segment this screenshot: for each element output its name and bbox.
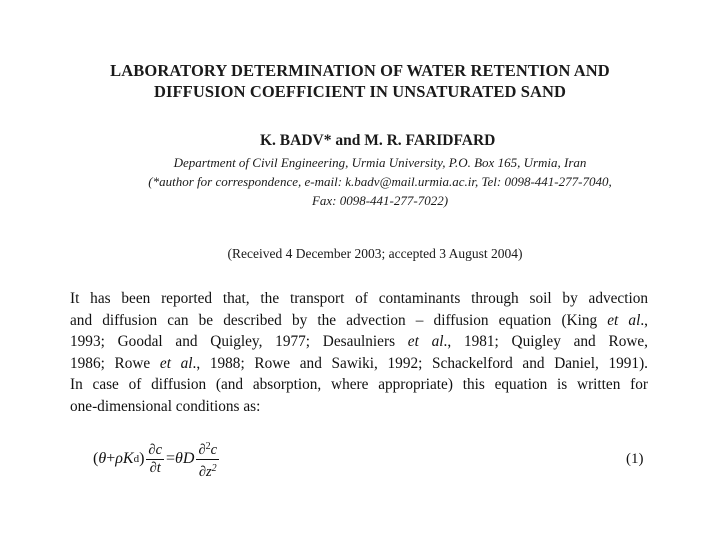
eq-c: c xyxy=(210,441,218,458)
authors: K. BADV* and M. R. FARIDFARD xyxy=(260,132,496,149)
eq-fraction-d2c-dz2 xyxy=(196,438,219,481)
text-span: ., xyxy=(640,311,648,329)
paragraph-line xyxy=(70,310,648,332)
text-span: 1993; Goodal and Quigley, 1977; Desaulniers xyxy=(70,333,408,350)
eq-denominator xyxy=(197,460,219,481)
eq-denominator: ∂t xyxy=(149,459,161,476)
text-span: ., 1981; Quigley and Rowe, xyxy=(443,333,648,350)
italic-citation: et al xyxy=(407,333,444,350)
affiliation-line-1: Department of Civil Engineering, Urmia University, P.O. Box 165, Urmia, Iran xyxy=(173,155,587,170)
eq-paren-close: ) xyxy=(139,450,145,467)
title-line-1: LABORATORY DETERMINATION OF WATER RETENTION AND xyxy=(110,61,610,80)
equation-number: (1) xyxy=(626,451,644,467)
eq-rho: ρ xyxy=(115,450,123,467)
paragraph-line: It has been reported that, the transport of contaminants through soil by advection xyxy=(70,290,648,307)
italic-citation: et al xyxy=(607,311,641,329)
eq-sup: 2 xyxy=(205,440,211,452)
eq-numerator: ∂c xyxy=(148,441,163,458)
eq-subscript-d: d xyxy=(133,453,140,465)
eq-theta: θ xyxy=(98,450,107,467)
body-paragraph xyxy=(70,288,648,417)
received-dates: (Received 4 December 2003; accepted 3 August 2004) xyxy=(227,246,523,261)
paragraph-line: one-dimensional conditions as: xyxy=(70,397,261,415)
eq-fraction-dc-dt xyxy=(146,442,164,477)
diffusion-equation xyxy=(93,437,221,481)
eq-sup: 2 xyxy=(211,462,217,474)
eq-theta-2: θ xyxy=(175,450,183,467)
text-span: and diffusion can be described by the advection – diffusion equation (King xyxy=(70,311,608,329)
affiliation-line-2: (*author for correspondence, e-mail: k.badv@mail.urmia.ac.ir, Tel: 0098-441-277-7040, xyxy=(148,174,612,189)
eq-d: D xyxy=(182,450,195,467)
eq-k: K xyxy=(122,450,134,467)
eq-plus: + xyxy=(106,450,116,467)
title-line-2: DIFFUSION COEFFICIENT IN UNSATURATED SAND xyxy=(153,82,567,101)
eq-paren-open: ( xyxy=(93,450,99,467)
paragraph-line xyxy=(70,331,648,353)
italic-citation: et al xyxy=(159,354,193,372)
paragraph-line: In case of diffusion (and absorption, where appropriate) this equation is written for xyxy=(70,376,648,393)
text-span: ., 1988; Rowe and Sawiki, 1992; Schackelford and Daniel, 1991). xyxy=(192,354,648,372)
eq-dz: ∂z xyxy=(198,463,212,480)
affiliation xyxy=(0,153,720,210)
affiliation-line-3: Fax: 0098-441-277-7022) xyxy=(311,193,449,208)
paper-title xyxy=(0,60,720,102)
eq-equals: = xyxy=(166,450,176,467)
eq-numerator xyxy=(196,438,219,460)
paragraph-line xyxy=(70,353,648,375)
text-span: 1986; Rowe xyxy=(70,354,160,372)
eq-partial: ∂ xyxy=(198,441,206,458)
